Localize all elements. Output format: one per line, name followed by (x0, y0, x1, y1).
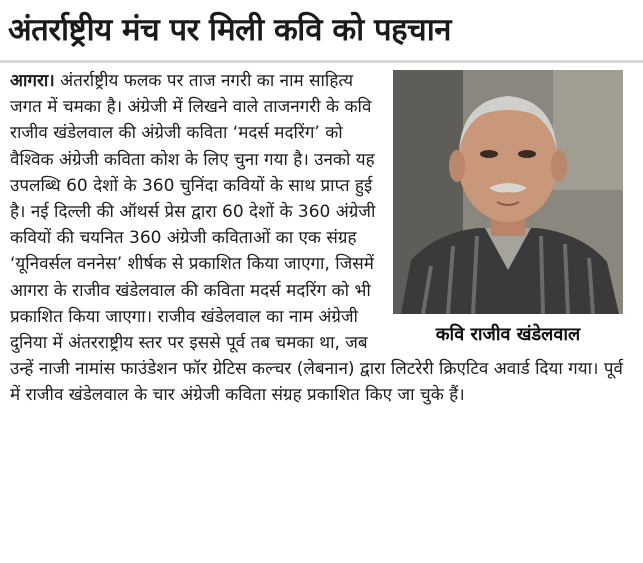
headline: अंतर्राष्ट्रीय मंच पर मिली कवि को पहचान (8, 12, 451, 48)
poet-portrait-photo (393, 70, 623, 314)
page-bottom-edge (0, 553, 643, 563)
dateline: आगरा। (10, 71, 55, 91)
photo-caption: कवि राजीव खंडेलवाल (435, 324, 581, 345)
article-body-text: अंतर्राष्ट्रीय फलक पर ताज नगरी का नाम साहित्य जगत में चमका है। अंग्रेजी में लिखने वाले ताजनगरी के कवि राजीव खंडेलवाल की अंग्रेजी कविता ‘मदर्स मदरिंग’ को वैश्विक अंग्रेजी कविता कोश के लिए चुना गया है। उनको यह उपलब्धि 60 देशों के 360 चुनिंदा कवियों के साथ प्राप्त हुई है। नई दिल्ली की ऑथर्स प्रेस द्वारा 60 देशों के 360 अंग्रेजी कवियों की चयनित 360 अंग्रेजी कविताओं का एक संग्रह ‘यूनिवर्सल वननेस’ शीर्षक से प्रकाशित किया जाएगा, जिसमें आगरा के राजीव खंडेलवाल की कविता मदर्स मदरिंग को भी प्रकाशित किया जाएगा। राजीव खंडेलवाल का नाम अंग्रेजी दुनिया में अंतरराष्ट्रीय स्तर पर इससे पूर्व तब चमका था, जब उन्हें नाजी नामांस फाउंडेशन फॉर ग्रेटिस कल्चर (लेबनान) द्वारा लिटरेरी क्रिएटिव अवार्ड दिया गया। पूर्व में राजीव खंडेलवाल के चार अंग्रेजी कविता संग्रह प्रकाशित किए जा चुके हैं। (10, 71, 623, 406)
headline-divider (0, 60, 643, 63)
